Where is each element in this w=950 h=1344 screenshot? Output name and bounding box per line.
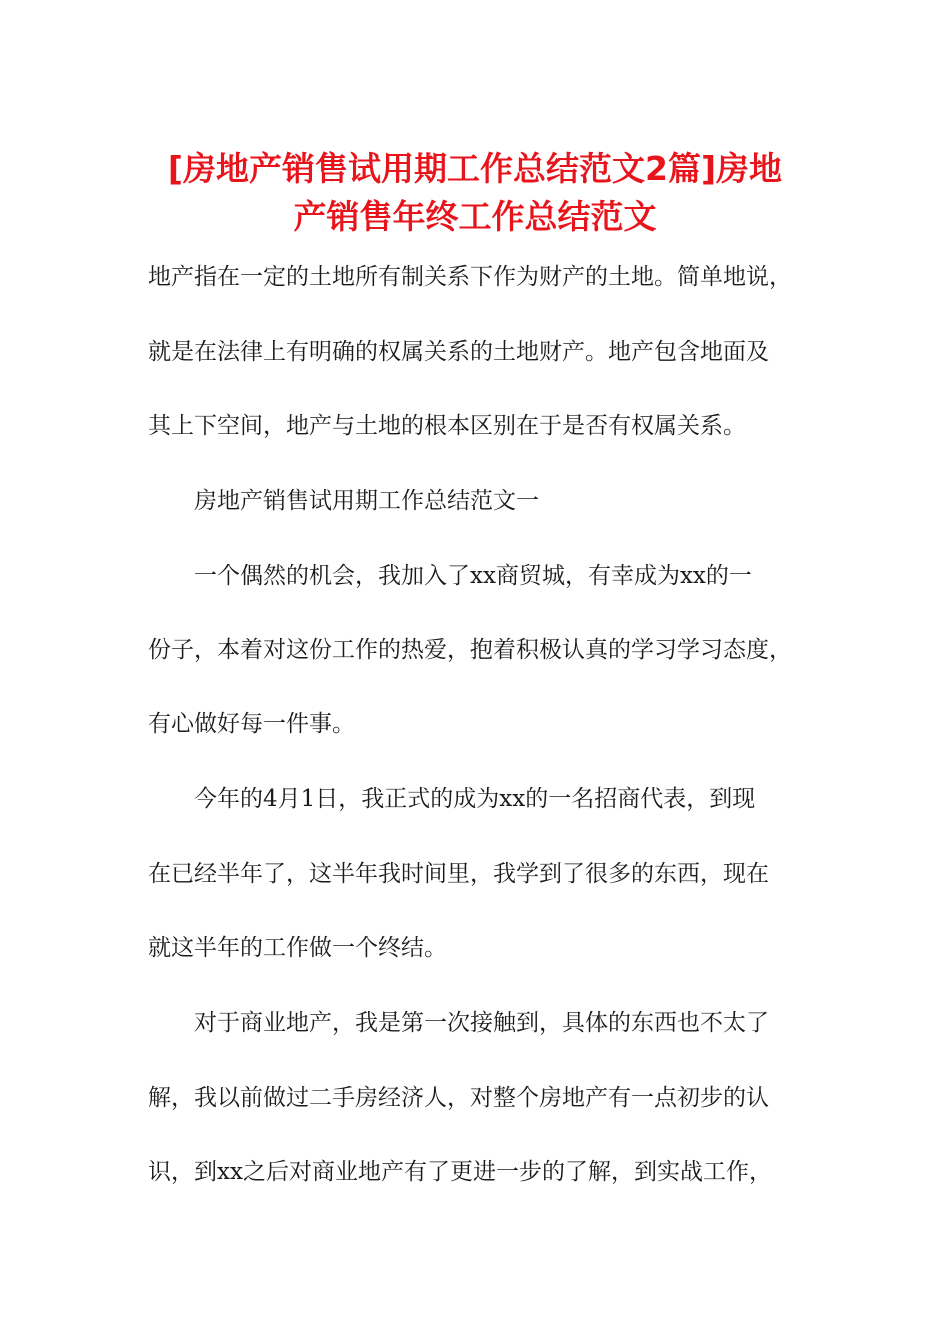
- paragraph-line: 解，我以前做过二手房经济人，对整个房地产有一点初步的认: [148, 1085, 769, 1111]
- section-heading: 房地产销售试用期工作总结范文一: [194, 488, 539, 514]
- paragraph-line: 份子，本着对这份工作的热爱，抱着积极认真的学习学习态度，: [148, 637, 792, 663]
- paragraph-line: 识，到xx之后对商业地产有了更进一步的了解，到实战工作，: [148, 1159, 772, 1185]
- paragraph-line: 就这半年的工作做一个终结。: [148, 935, 447, 961]
- paragraph-line: 其上下空间，地产与土地的根本区别在于是否有权属关系。: [148, 413, 746, 439]
- paragraph-line: 在已经半年了，这半年我时间里，我学到了很多的东西，现在: [148, 861, 769, 887]
- paragraph-line: 就是在法律上有明确的权属关系的土地财产。地产包含地面及: [148, 339, 769, 365]
- paragraph-line: 地产指在一定的土地所有制关系下作为财产的土地。简单地说，: [148, 264, 792, 290]
- paragraph-line: 今年的4月1日，我正式的成为xx的一名招商代表，到现: [194, 786, 756, 812]
- document-title-line-1: [房地产销售试用期工作总结范文2篇]房地: [167, 149, 783, 188]
- paragraph-line: 对于商业地产，我是第一次接触到，具体的东西也不太了: [194, 1010, 769, 1036]
- document-title-line-2: 产销售年终工作总结范文: [293, 197, 657, 236]
- paragraph-line: 有心做好每一件事。: [148, 711, 355, 737]
- paragraph-line: 一个偶然的机会，我加入了xx商贸城，有幸成为xx的一: [194, 563, 752, 589]
